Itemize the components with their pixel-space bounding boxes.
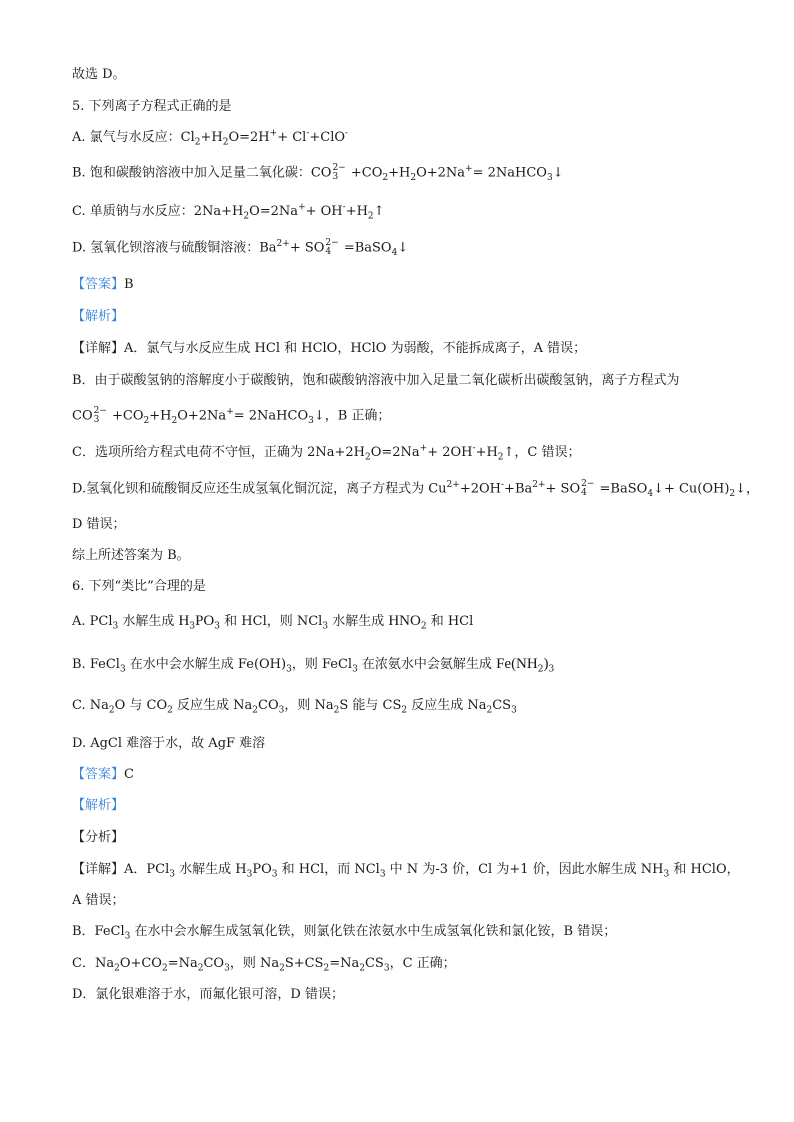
option-b: B. FeCl$_3$ 在水中会水解生成 $Fe(OH)_3$，则 FeCl$_3$ 在浓氨水中会氨解生成 $Fe(NH_2)_3$ (72, 656, 555, 675)
option-a: A. 氯气与水反应：$Cl_2+H_2O=2H^++ Cl^-+ClO^-$ (72, 128, 349, 148)
answer-line: 【答案】B (72, 277, 134, 292)
option-d: D. AgCl 难溶于水，故 AgF 难溶 (72, 736, 266, 751)
explanation-line: 【详解】A．氯气与水反应生成 HCl 和 HClO，HClO 为弱酸，不能拆成离子，A 错误； (72, 341, 587, 356)
question-6-stem: 6. 下列“类比”合理的是 (72, 579, 206, 594)
text-line: 综上所述答案为 B。 (72, 548, 190, 563)
option-d: D. 氢氧化钡溶液与硫酸铜溶液：$Ba^{2+}+$ SO 2− 4 =BaSO$_4$↓ (72, 238, 409, 259)
analysis-tag: 【解析】 (72, 309, 125, 324)
analysis-tag: 【解析】 (72, 798, 125, 813)
text-line: 故选 D。 (72, 67, 126, 82)
option-c: C. $Na_2O$ 与 $CO_2$ 反应生成 $Na_2CO_3$，则 $Na_2S$ 能与 $CS_2$ 反应生成 $Na_2CS_3$ (72, 698, 517, 716)
text-line: B．由于碳酸氢钠的溶解度小于碳酸钠，饱和碳酸钠溶液中加入足量二氧化碳析出碳酸氢钠，离子方程式为 (72, 373, 680, 388)
explanation-line: 【详解】A．PCl$_3$ 水解生成 $H_3PO_3$ 和 HCl，而 NCl$_3$ 中 N 为-3 价，Cl 为+1 价，因此水解生成 $NH_3$ 和 HClO， (72, 862, 740, 880)
question-5-stem: 5. 下列离子方程式正确的是 (72, 99, 232, 114)
answer-tag: 【答案】 (72, 277, 125, 292)
answer-line: 【答案】C (72, 767, 134, 782)
analysis-line (72, 308, 124, 326)
text-line: A 错误； (72, 893, 125, 908)
text-line: C．选项所给方程式电荷不守恒，正确为 $2Na+2H_2O=2Na^++$ $2OH^-+H_2↑$，C 错误； (72, 443, 581, 463)
option-b: B. 饱和碳酸钠溶液中加入足量二氧化碳：CO 2− 3 $+CO_2+H_2O+2Na^+=$ 2NaHCO$_3$↓ (72, 163, 564, 184)
analysis-sub-line: 【分析】 (72, 830, 125, 845)
answer-tag: 【答案】 (72, 767, 125, 782)
text-line: D．氯化银难溶于水，而氟化银可溶，D 错误； (72, 987, 344, 1002)
equation-line: CO 2− 3 $+CO_2+H_2O+2Na^+=$ 2NaHCO$_3$↓，B 正确； (72, 406, 391, 427)
text-line: D.氢氧化钡和硫酸铜反应还生成氢氧化铜沉淀，离子方程式为 $Cu^{2+}+2OH^-+Ba^{2+}+$ SO 2− 4 =BaSO$_4$↓+ $Cu(OH)_2↓$， (72, 479, 760, 500)
text-line: D 错误； (72, 517, 126, 532)
text-line: B．FeCl$_3$ 在水中会水解生成氢氧化铁，则氯化铁在浓氨水中生成氢氧化铁和氯化铵，B 错误； (72, 924, 617, 942)
option-c: C. 单质钠与水反应：$2Na+H_2O=2Na^++$ $OH^-+H_2↑$ (72, 202, 385, 222)
text-line: C．$Na_2O+CO_2=Na_2CO_3$，则 $Na_2S+CS_2=Na_2CS_3$，C 正确； (72, 956, 456, 974)
option-a: A. PCl$_3$ 水解生成 $H_3PO_3$ 和 HCl，则 NCl$_3$ 水解生成 $HNO_2$ 和 HCl (72, 613, 474, 632)
analysis-line (72, 797, 124, 815)
